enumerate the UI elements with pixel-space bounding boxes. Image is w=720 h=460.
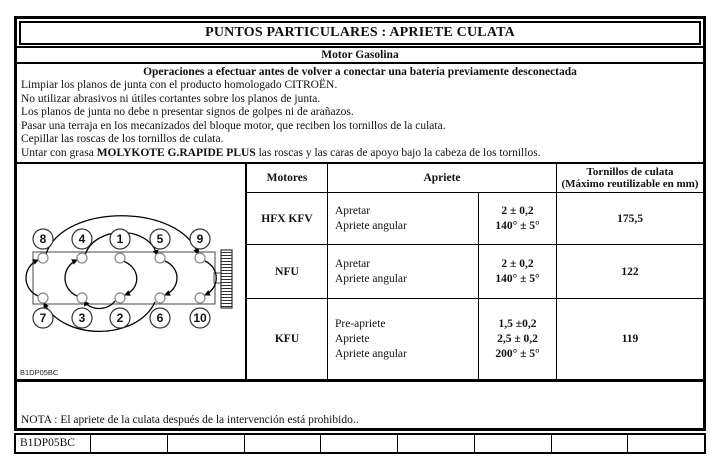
bolt-circle — [77, 293, 87, 303]
bolt-number-label: 10 — [193, 311, 207, 325]
torque-value: 200° ± 5° — [495, 347, 540, 360]
operation-line: Pasar una terraja en los mecanizados del bloque motor, que reciben los tornillos de la culata. — [21, 119, 446, 132]
footer-empty-cell — [475, 435, 552, 452]
step-label: Apriete angular — [335, 347, 407, 360]
steps-cell — [328, 245, 479, 298]
diagram-reference-code: B1DP05BC — [20, 368, 59, 377]
torque-value: 140° ± 5° — [495, 272, 540, 285]
bolt-circle — [38, 253, 48, 263]
operations-heading: Operaciones a efectuar antes de volver a conectar una batería previamente desconectada — [143, 66, 577, 78]
bolt-circle — [155, 293, 165, 303]
footer-code-cell: B1DP05BC — [16, 435, 91, 452]
arrow-6-7 — [44, 302, 155, 331]
header-motores: Motores — [247, 164, 328, 192]
step-label: Apretar — [335, 257, 371, 270]
arrow-7-8 — [26, 260, 38, 296]
arrow-1-2 — [123, 261, 137, 295]
footer-empty-cell — [321, 435, 398, 452]
grease-product-name: MOLYKOTE G.RAPIDE PLUS — [96, 146, 256, 159]
header-tornillos — [557, 164, 703, 192]
operation-line: No utilizar abrasivos ni útiles cortantes sobre los planos de junta. — [21, 92, 321, 105]
footer-empty-cell — [91, 435, 168, 452]
bolt-number-label: 3 — [78, 311, 86, 325]
max-length-cell: 122 — [621, 265, 639, 278]
document-frame — [14, 16, 706, 431]
table-row-hfx-kfv — [247, 193, 703, 245]
values-cell — [479, 299, 557, 379]
bolt-circle — [195, 253, 205, 263]
bolt-number-label: 4 — [78, 232, 86, 246]
step-label: Apriete angular — [335, 219, 407, 232]
operation-line: Los planos de junta no debe n presentar signos de golpes ni de arañazos. — [21, 106, 354, 118]
header-tornillos-line2: (Máximo reutilizable en mm) — [561, 178, 699, 190]
arrow-5-6 — [165, 261, 177, 295]
torque-value: 2 ± 0,2 — [501, 257, 534, 270]
step-label: Pre-apriete — [335, 317, 386, 330]
tightening-spec-table — [247, 164, 703, 379]
table-row-nfu — [247, 245, 703, 299]
bolt-number-label: 7 — [39, 311, 47, 325]
table-row-kfu — [247, 299, 703, 379]
tightening-table-region — [17, 164, 703, 382]
values-cell — [479, 193, 557, 244]
bolt-number-label: 1 — [116, 232, 124, 246]
bolt-circle — [155, 253, 165, 263]
bolt-circle — [115, 293, 125, 303]
torque-value: 2 ± 0,2 — [501, 204, 534, 217]
bolt-number-label: 5 — [156, 232, 164, 246]
torque-value: 2,5 ± 0,2 — [497, 332, 538, 345]
grease-line-suffix: las roscas y las caras de apoyo bajo la cabeza de los tornillos. — [255, 146, 541, 159]
empty-space — [17, 382, 703, 413]
bolt-circle — [77, 253, 87, 263]
step-label: Apriete — [335, 332, 370, 345]
operation-line-grease — [21, 147, 699, 161]
values-cell — [479, 245, 557, 298]
cylinder-head-diagram-svg — [17, 164, 245, 378]
max-length-cell: 175,5 — [617, 212, 643, 225]
engine-type-subtitle: Motor Gasolina — [17, 46, 703, 64]
page-title: PUNTOS PARTICULARES : APRIETE CULATA — [19, 21, 701, 45]
operations-section — [17, 64, 703, 164]
table-header-row — [247, 164, 703, 193]
bolt-holes — [38, 253, 205, 303]
footer-empty-cell — [398, 435, 475, 452]
bolt-number-label: 9 — [196, 232, 204, 246]
footer-empty-cell — [552, 435, 629, 452]
footer-empty-cell — [245, 435, 322, 452]
footer-empty-cell — [168, 435, 245, 452]
step-label: Apretar — [335, 204, 371, 217]
torque-value: 1,5 ±0,2 — [498, 317, 537, 330]
torque-value: 140° ± 5° — [495, 219, 540, 232]
bolt-number-labels-bottom — [33, 308, 210, 328]
operation-line: Cepillar las roscas de los tornillos de culata. — [21, 133, 224, 145]
footer-empty-cell — [628, 435, 704, 452]
bolt-number-label: 6 — [156, 311, 164, 325]
header-tornillos-line1: Tornillos de culata — [586, 165, 674, 178]
bolt-circle — [195, 293, 205, 303]
header-apriete: Apriete — [328, 164, 557, 192]
engine-cell: KFU — [247, 299, 328, 379]
max-length-cell: 119 — [621, 333, 639, 345]
arrow-3-4 — [65, 260, 77, 296]
bolt-number-label: 8 — [39, 232, 47, 246]
bolt-number-labels-top — [33, 229, 210, 249]
bolt-circle — [115, 253, 125, 263]
engine-cell: NFU — [247, 245, 328, 298]
bolt-number-label: 2 — [116, 311, 124, 325]
step-label: Apriete angular — [335, 272, 407, 285]
grease-line-prefix: Untar con grasa — [21, 146, 97, 159]
pulley-hatch — [221, 250, 232, 308]
steps-cell — [328, 193, 479, 244]
nota-text: NOTA : El apriete de la culata después de la intervención está prohibido.. — [21, 414, 359, 426]
bolt-circle — [38, 293, 48, 303]
arrow-2-3 — [84, 301, 115, 309]
footer-reference-row — [14, 433, 706, 454]
operation-line: Limpiar los planos de junta con el producto homologado CITROËN. — [21, 79, 338, 91]
steps-cell — [328, 299, 479, 379]
engine-cell: HFX KFV — [247, 193, 328, 244]
bolt-sequence-diagram — [17, 164, 247, 379]
